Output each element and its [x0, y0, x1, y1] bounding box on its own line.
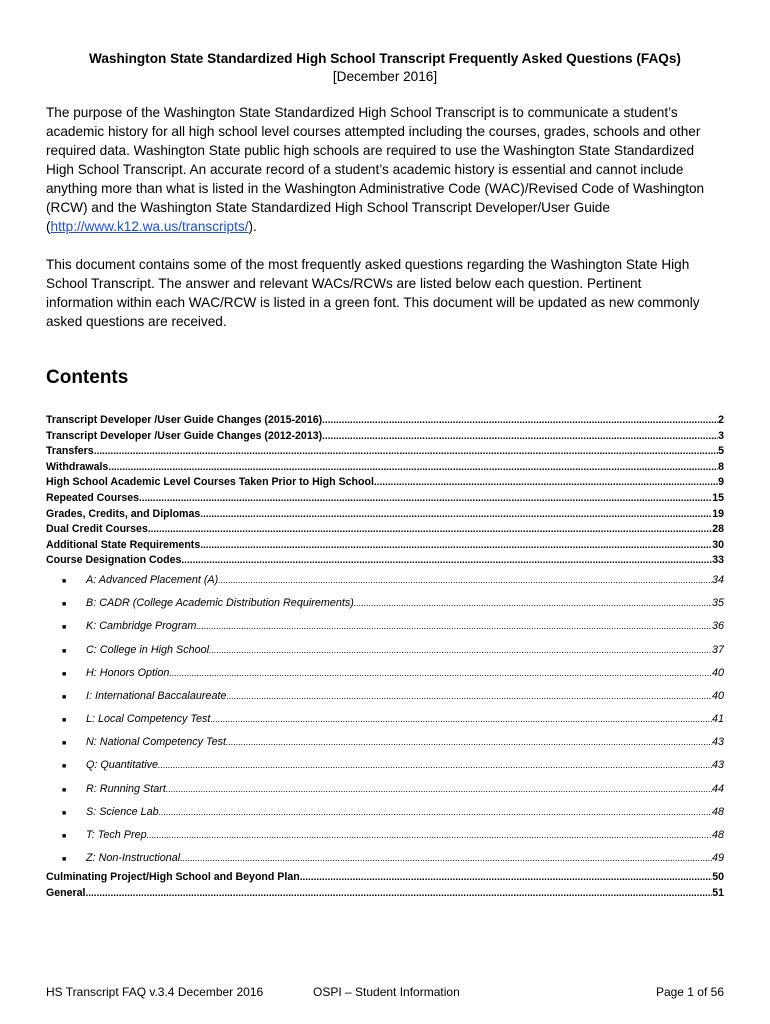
footer-department: OSPI – Student Information	[313, 985, 460, 999]
square-bullet-icon: ■	[62, 856, 67, 864]
square-bullet-icon: ■	[62, 717, 67, 725]
toc-entry-label: H: Honors Option	[86, 666, 170, 679]
intro-line: (RCW) and the Washington State Standardized High School Transcript Developer/User Guide	[46, 200, 610, 215]
toc-dot-leader	[374, 478, 718, 488]
toc-dot-leader	[148, 525, 712, 535]
toc-entry-label: C: College in High School	[86, 643, 210, 656]
toc-entry-label: N: National Competency Test	[86, 736, 227, 749]
square-bullet-icon: ■	[62, 647, 67, 655]
toc-entry-label: Course Designation Codes	[46, 554, 182, 567]
square-bullet-icon: ■	[62, 577, 67, 585]
toc-page-number: 2	[718, 414, 724, 426]
intro-line: asked questions are received.	[46, 314, 227, 329]
intro-paragraph-document	[46, 255, 736, 331]
contents-heading: Contents	[46, 367, 129, 388]
square-bullet-icon: ■	[62, 624, 67, 632]
toc-entry[interactable]	[46, 475, 724, 491]
toc-dot-leader	[322, 416, 718, 426]
toc-page-number: 33	[712, 554, 724, 567]
toc-dot-leader	[209, 645, 712, 655]
toc-entry[interactable]	[46, 553, 724, 569]
toc-entry-label: I: International Baccalaureate	[86, 689, 227, 702]
toc-subentry[interactable]	[46, 801, 724, 824]
square-bullet-icon: ■	[62, 809, 67, 817]
square-bullet-icon: ■	[62, 833, 67, 840]
toc-subentry[interactable]	[46, 639, 724, 662]
toc-dot-leader	[85, 889, 712, 899]
toc-dot-leader	[200, 510, 712, 520]
toc-entry-label: High School Academic Level Courses Taken Prior to High School	[46, 476, 374, 489]
link-open-paren: (	[46, 219, 51, 234]
intro-line: anything more than what is listed in the Washington Administrative Code (WAC)/Revised Code of Washington	[46, 181, 705, 196]
toc-page-number: 35	[711, 597, 724, 610]
toc-subentry[interactable]	[46, 708, 724, 731]
transcripts-link[interactable]: http://www.k12.wa.us/transcripts/	[50, 219, 249, 234]
toc-entry-label: General	[46, 886, 86, 899]
toc-dot-leader	[180, 853, 712, 863]
toc-entry-label: T: Tech Prep	[86, 829, 147, 841]
toc-dot-leader	[166, 784, 712, 794]
intro-line: High School Transcript. An accurate record of a student’s academic history is essential and cannot include	[46, 162, 684, 177]
toc-page-number: 34	[711, 573, 724, 586]
toc-page-number: 8	[718, 460, 724, 473]
table-of-contents	[46, 413, 724, 902]
toc-entry[interactable]	[46, 491, 724, 507]
toc-page-number: 51	[712, 886, 724, 899]
toc-subentry[interactable]	[46, 569, 724, 592]
toc-dot-leader	[300, 873, 713, 883]
toc-page-number: 15	[712, 491, 724, 504]
toc-entry-label: Q: Quantitative	[86, 759, 159, 772]
toc-entry[interactable]	[46, 538, 724, 554]
intro-line: required data. Washington State public high schools are required to use the Washington State Standardized	[46, 143, 695, 158]
toc-page-number: 40	[711, 666, 724, 679]
toc-dot-leader	[196, 621, 712, 631]
toc-dot-leader	[200, 541, 712, 551]
toc-dot-leader	[354, 598, 712, 608]
link-close-paren: ).	[248, 219, 257, 234]
toc-entry-label: Repeated Courses	[46, 491, 140, 504]
toc-dot-leader	[108, 463, 718, 473]
toc-subentry[interactable]	[46, 731, 724, 754]
toc-subentry[interactable]	[46, 824, 724, 847]
square-bullet-icon: ■	[62, 670, 67, 678]
toc-dot-leader	[94, 447, 718, 457]
intro-link-line	[46, 217, 736, 236]
toc-entry-label: B: CADR (College Academic Distribution Requirements)	[86, 597, 354, 610]
toc-dot-leader	[322, 432, 718, 442]
toc-page-number: 37	[711, 643, 724, 656]
square-bullet-icon: ■	[62, 601, 67, 609]
toc-page-number: 28	[712, 523, 724, 536]
intro-line: The purpose of the Washington State Standardized High School Transcript is to communicate a student’s	[46, 105, 678, 120]
toc-entry[interactable]	[46, 522, 724, 538]
toc-entry-label: L: Local Competency Test	[86, 713, 211, 726]
footer-page-number: Page 1 of 56	[655, 985, 724, 999]
toc-entry-label: Grades, Credits, and Diplomas	[46, 507, 201, 520]
toc-page-number: 43	[711, 736, 724, 749]
toc-entry-label: Culminating Project/High School and Beyond Plan	[46, 871, 300, 884]
toc-dot-leader	[139, 494, 712, 504]
intro-paragraph-purpose	[46, 103, 736, 236]
toc-page-number: 43	[711, 759, 724, 772]
intro-line: School Transcript. The answer and relevant WACs/RCWs are listed below each question. Pertinent	[46, 276, 642, 291]
toc-entry[interactable]	[46, 444, 724, 460]
toc-page-number: 30	[712, 538, 724, 551]
toc-dot-leader	[181, 556, 712, 566]
toc-entry-label: Transfers	[46, 445, 94, 458]
toc-dot-leader	[226, 737, 712, 747]
toc-entry[interactable]	[46, 460, 724, 476]
toc-entry[interactable]	[46, 507, 724, 523]
toc-subentry[interactable]	[46, 754, 724, 777]
toc-dot-leader	[226, 691, 712, 701]
toc-entry-label: Transcript Developer /User Guide Changes (2012-2013)	[46, 429, 323, 442]
intro-line: academic history for all high school level courses attempted including the courses, grades, schools and other	[46, 124, 701, 139]
toc-entry-label: Z: Non-Instructional	[86, 852, 181, 865]
toc-entry-label: Dual Credit Courses	[46, 523, 148, 536]
toc-entry-label: Transcript Developer /User Guide Changes (2015-2016)	[46, 414, 323, 426]
toc-entry[interactable]	[46, 413, 724, 429]
intro-line: This document contains some of the most frequently asked questions regarding the Washington State High	[46, 257, 690, 272]
toc-dot-leader	[158, 760, 712, 770]
toc-page-number: 5	[718, 445, 724, 458]
toc-page-number: 44	[711, 782, 724, 795]
toc-dot-leader	[218, 575, 712, 585]
toc-entry-label: Withdrawals	[46, 460, 109, 473]
toc-subentry[interactable]	[46, 662, 724, 685]
square-bullet-icon: ■	[62, 763, 67, 771]
toc-page-number: 50	[712, 871, 724, 884]
toc-page-number: 3	[718, 429, 724, 442]
toc-subentry[interactable]	[46, 592, 724, 615]
toc-page-number: 9	[718, 476, 724, 489]
toc-subentry[interactable]	[46, 615, 724, 638]
toc-entry[interactable]	[46, 429, 724, 445]
square-bullet-icon: ■	[62, 693, 67, 701]
toc-page-number: 48	[711, 805, 724, 818]
toc-entry-label: Additional State Requirements	[46, 538, 201, 551]
toc-entry-label: K: Cambridge Program	[86, 620, 197, 633]
toc-subentry[interactable]	[46, 778, 724, 801]
toc-subentry[interactable]	[46, 685, 724, 708]
intro-line: information within each WAC/RCW is listed in a green font. This document will be updated as new commonly	[46, 295, 700, 310]
toc-entry-label: S: Science Lab	[86, 805, 159, 818]
toc-subentry[interactable]	[46, 847, 724, 870]
toc-page-number: 49	[711, 852, 724, 865]
square-bullet-icon: ■	[62, 786, 67, 794]
toc-entry[interactable]	[46, 886, 724, 902]
toc-entry-label: R: Running Start	[86, 782, 166, 795]
toc-dot-leader	[169, 668, 712, 678]
toc-entry-label: A: Advanced Placement (A)	[86, 573, 219, 586]
toc-dot-leader	[159, 807, 712, 817]
document-title: Washington State Standardized High School Transcript Frequently Asked Questions (FAQs)	[89, 51, 681, 66]
toc-page-number: 19	[712, 507, 724, 520]
toc-page-number: 48	[711, 829, 724, 841]
toc-dot-leader	[147, 830, 712, 840]
toc-entry[interactable]	[46, 870, 724, 886]
toc-page-number: 40	[711, 689, 724, 702]
toc-page-number: 36	[711, 620, 724, 633]
toc-dot-leader	[210, 714, 712, 724]
document-date: [December 2016]	[332, 69, 438, 84]
square-bullet-icon: ■	[62, 740, 67, 748]
footer-document-version: HS Transcript FAQ v.3.4 December 2016	[46, 985, 264, 999]
toc-page-number: 41	[711, 713, 724, 726]
